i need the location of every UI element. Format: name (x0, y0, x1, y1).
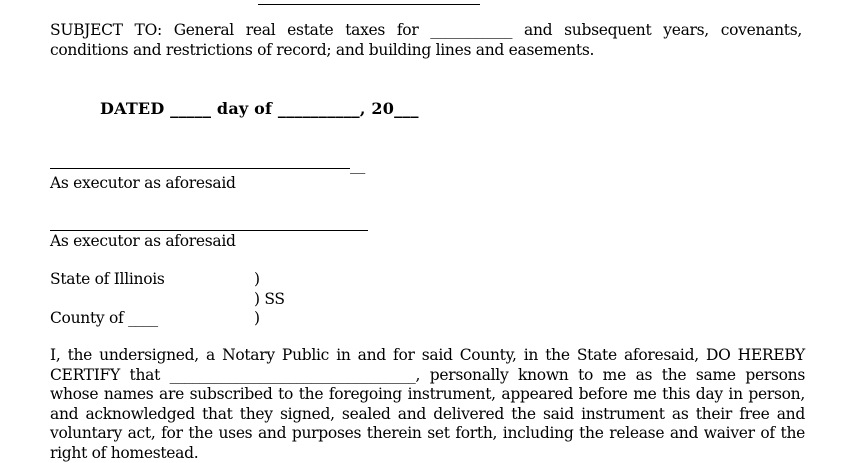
executor-label-1: As executor as aforesaid (50, 174, 236, 192)
executor-signature-line-1 (50, 168, 350, 169)
county-label: County of ____ (50, 309, 158, 327)
subject-to-clause: SUBJECT TO: General real estate taxes for ___________ and subsequent years, covenants, conditions and restrictions of record; and building lines and easements. (50, 21, 802, 59)
venue-paren-3: ) (254, 309, 260, 327)
executor-signature-line-1-tail: __ (350, 156, 365, 174)
top-signature-line (258, 4, 480, 5)
dated-line: DATED _____ day of __________, 20___ (100, 99, 419, 118)
state-label: State of Illinois (50, 270, 165, 288)
notary-certificate: I, the undersigned, a Notary Public in and for said County, in the State aforesaid, DO HEREBY CERTIFY that _________________________________, personally known to me as the same persons whose names are subscribed to the foregoing instrument, appeared before me this day in person, and acknowledged that they signed, sealed and delivered the said instrument as their free and voluntary act, for the uses and purposes therein set forth, including the release and waiver of the right of homestead. (50, 346, 805, 462)
venue-paren-1: ) (254, 270, 260, 288)
venue-ss: ) SS (254, 290, 285, 308)
executor-label-2: As executor as aforesaid (50, 232, 236, 250)
executor-signature-line-2 (50, 230, 368, 231)
